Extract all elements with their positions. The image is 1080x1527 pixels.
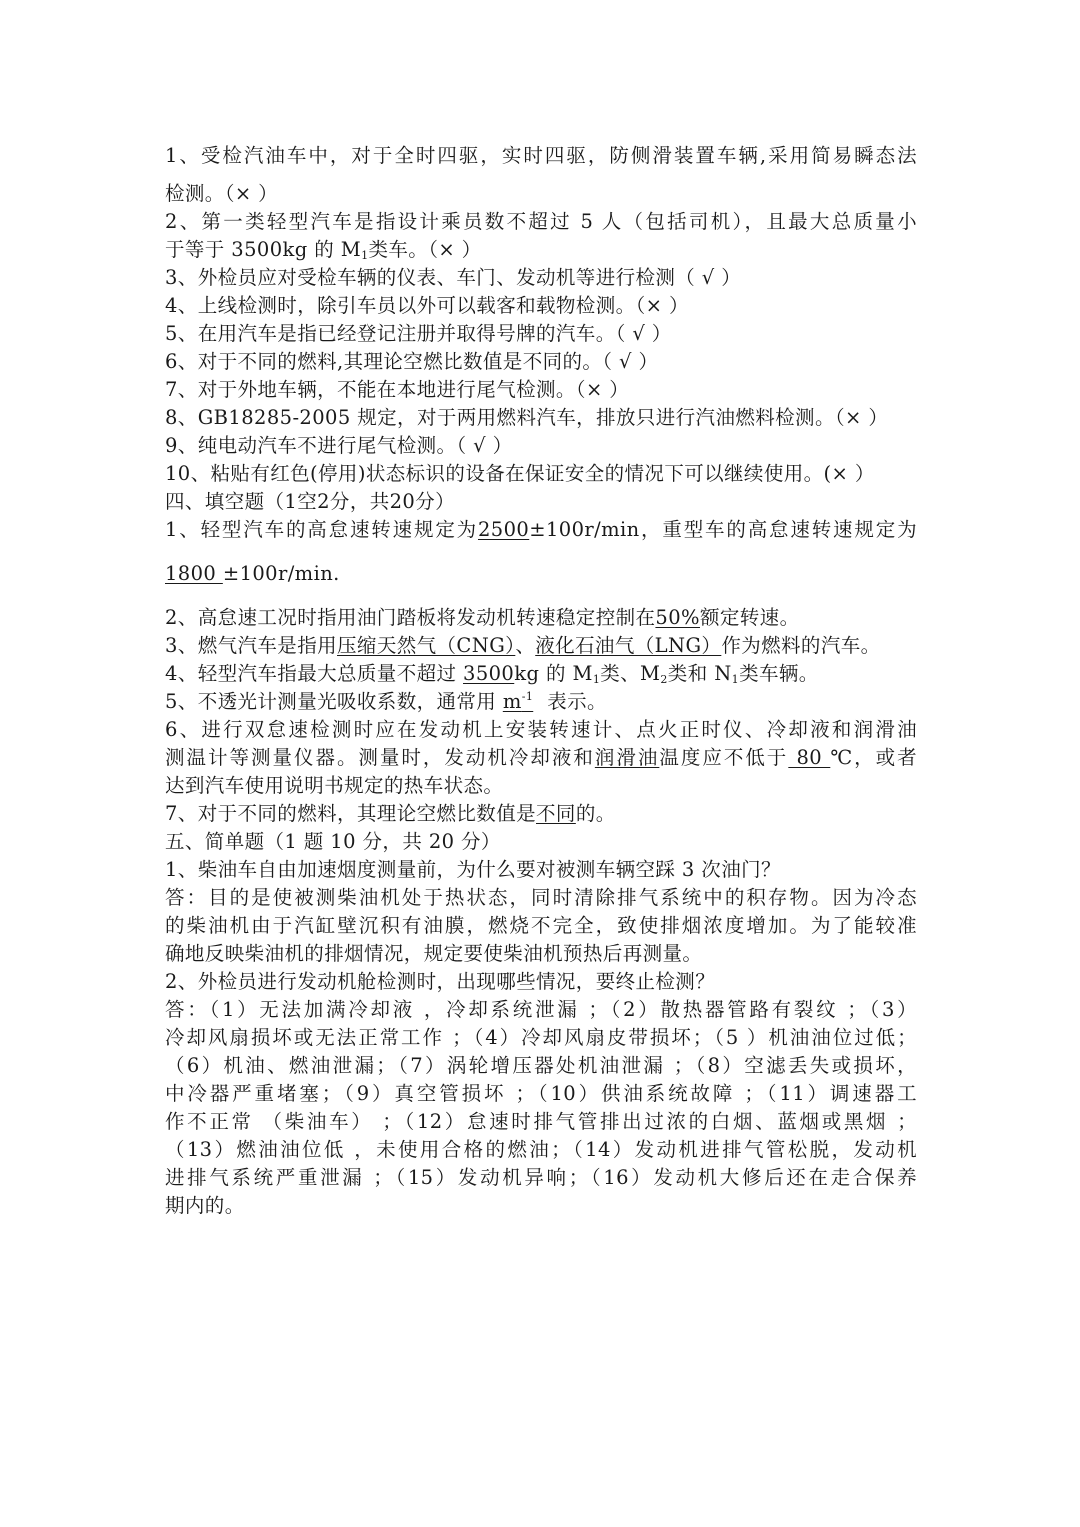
fill-heading: 四、填空题（1空2分，共20分） xyxy=(165,490,456,513)
short-q2-answer-line6: （13）燃油油位低 ，未使用合格的燃油；（14）发动机进排气管松脱，发动机 xyxy=(165,1138,917,1161)
fill-q6-line3: 达到汽车使用说明书规定的热车状态。 xyxy=(165,774,504,797)
tf-q5: 5、在用汽车是指已经登记注册并取得号牌的汽车。（ √ ） xyxy=(165,322,672,345)
fill-q6-line1: 6、进行双怠速检测时应在发动机上安装转速计、点火正时仪、冷却液和润滑油 xyxy=(165,718,917,741)
fill-q7-answer: 不同 xyxy=(536,802,576,825)
fill-q2: 2、高怠速工况时指用油门踏板将发动机转速稳定控制在50%额定转速。 xyxy=(165,606,800,629)
document-body xyxy=(165,140,917,1220)
tf-q7: 7、对于外地车辆，不能在本地进行尾气检测。（× ） xyxy=(165,378,630,401)
fill-q1-line1: 1、轻型汽车的高怠速转速规定为2500±100r/min，重型车的高怠速转速规定为 xyxy=(165,518,917,541)
fill-q3-answer2: 液化石油气（LNG） xyxy=(535,634,722,657)
fill-q6-answer2: 80 xyxy=(788,746,831,769)
short-q2-answer-line3: （6）机油、燃油泄漏；（7）涡轮增压器处机油泄漏 ；（8）空滤丢失或损坏， xyxy=(165,1054,917,1077)
fill-q1-answer1: 2500 xyxy=(478,518,530,541)
tf-q4: 4、上线检测时，除引车员以外可以载客和载物检测。（× ） xyxy=(165,294,689,317)
short-q2-answer-line1: 答：（1）无法加满冷却液 ，冷却系统泄漏 ；（2）散热器管路有裂纹 ；（3） xyxy=(165,998,917,1021)
fill-q3-answer1: 压缩天然气（CNG） xyxy=(337,634,516,657)
short-q1-answer-line2: 的柴油机由于汽缸壁沉积有油膜，燃烧不完全，致使排烟浓度增加。为了能较准 xyxy=(165,914,917,937)
short-q2-answer-line4: 中冷器严重堵塞；（9）真空管损坏 ；（10）供油系统故障 ；（11）调速器工 xyxy=(165,1082,917,1105)
fill-q6-line2: 测温计等测量仪器。测量时，发动机冷却液和润滑油温度应不低于 80 ℃，或者 xyxy=(165,746,917,769)
fill-q3: 3、燃气汽车是指用压缩天然气（CNG）、液化石油气（LNG）作为燃料的汽车。 xyxy=(165,634,881,657)
fill-q1-line2: 1800 ±100r/min. xyxy=(165,562,340,585)
fill-q6-answer1: 润滑油 xyxy=(594,746,660,769)
tf-q8: 8、GB18285-2005 规定，对于两用燃料汽车，排放只进行汽油燃料检测。（× ） xyxy=(165,406,889,429)
fill-q7: 7、对于不同的燃料，其理论空燃比数值是不同的。 xyxy=(165,802,616,825)
fill-q4: 4、轻型汽车指最大总质量不超过 3500kg 的 $M_1$类、$M_2$类和 $N_1$类车辆。 xyxy=(165,662,819,686)
short-q2-answer-line8: 期内的。 xyxy=(165,1194,245,1217)
tf-q9: 9、纯电动汽车不进行尾气检测。（ √ ） xyxy=(165,434,513,457)
tf-q6: 6、对于不同的燃料,其理论空燃比数值是不同的。（ √ ） xyxy=(165,350,659,373)
short-q2-answer-line5: 作不正常 （柴油车） ；（12）怠速时排气管排出过浓的白烟、蓝烟或黑烟 ； xyxy=(165,1110,917,1133)
fill-q2-answer: 50% xyxy=(655,606,700,629)
short-q1-answer-line1: 答：目的是使被测柴油机处于热状态，同时清除排气系统中的积存物。因为冷态 xyxy=(165,886,917,909)
fill-q1-answer2: 1800 xyxy=(165,562,223,585)
short-q2-answer-line2: 冷却风扇损坏或无法正常工作 ；（4）冷却风扇皮带损坏；（5 ）机油油位过低； xyxy=(165,1026,917,1049)
fill-q4-answer: 3500 xyxy=(463,662,515,685)
short-q1-answer-line3: 确地反映柴油机的排烟情况，规定要使柴油机预热后再测量。 xyxy=(165,942,703,965)
fill-q5: 5、不透光计测量光吸收系数，通常用 $m^{-1}$ 表示。 xyxy=(165,690,607,713)
short-q2-question: 2、外检员进行发动机舱检测时，出现哪些情况，要终止检测？ xyxy=(165,970,716,993)
tf-q3: 3、外检员应对受检车辆的仪表、车门、发动机等进行检测（ √ ） xyxy=(165,266,742,289)
short-q2-answer-line7: 进排气系统严重泄漏 ；（15）发动机异响；（16）发动机大修后还在走合保养 xyxy=(165,1166,917,1189)
tf-q1-line2: 检测。（× ） xyxy=(165,182,279,205)
short-q1-question: 1、柴油车自由加速烟度测量前，为什么要对被测车辆空踩 3 次油门？ xyxy=(165,858,781,881)
tf-q10: 10、粘贴有红色(停用)状态标识的设备在保证安全的情况下可以继续使用。(× ） xyxy=(165,462,875,485)
short-heading: 五、简单题（1 题 10 分，共 20 分） xyxy=(165,830,501,853)
tf-q1-line1: 1、受检汽油车中，对于全时四驱，实时四驱，防侧滑装置车辆,采用简易瞬态法 xyxy=(165,144,917,167)
tf-q2-line2: 于等于 3500kg 的 $M_1$类车。（× ） xyxy=(165,238,482,262)
tf-q2-line1: 2、第一类轻型汽车是指设计乘员数不超过 5 人（包括司机），且最大总质量小 xyxy=(165,210,917,233)
fill-q5-answer: $m^{-1}$ xyxy=(502,690,534,713)
